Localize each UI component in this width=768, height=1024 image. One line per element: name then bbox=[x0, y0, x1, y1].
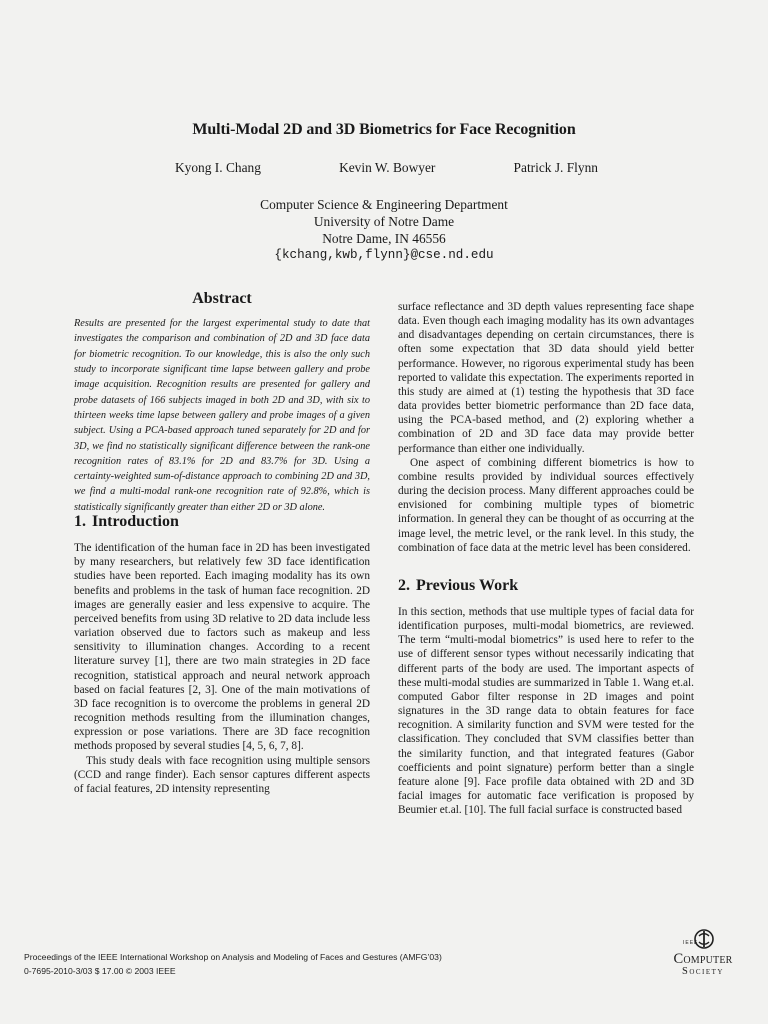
author-list bbox=[175, 160, 598, 176]
email: {kchang,kwb,flynn}@cse.nd.edu bbox=[274, 248, 494, 262]
proceedings-line: Proceedings of the IEEE International Workshop on Analysis and Modeling of Faces and Gestures (AMFG’03) bbox=[24, 952, 442, 962]
section-number: 1. bbox=[74, 513, 86, 531]
copyright-line: 0-7695-2010-3/03 $ 17.00 © 2003 IEEE bbox=[24, 966, 176, 976]
section-title: Introduction bbox=[92, 513, 179, 531]
logo-society-text: Society bbox=[681, 966, 724, 977]
logo-computer-text: Computer bbox=[673, 951, 733, 967]
section-heading-introduction bbox=[74, 515, 370, 529]
intro-paragraph-1: The identification of the human face in 2D has been investigated by many researchers, but relatively few 3D face identification studies have been reported. Each imaging modality has its own benefits and problems in the task of human face recognition. 2D images are generally easier and less expensive to acquire. The perceived benefits from using 3D relative to 2D data include less variation observed due to factors such as makeup and less sensitivity to illumination changes. According to a recent literature survey [1], there are two main strategies in 2D face recognition, statistical approach and neural network approach based on facial features [2, 3]. One of the main motivations of 3D face recognition is to overcome the problems in general 2D recognition methods resulting from the illumination changes, expression or pose variations. There are 3D face recognition methods proposed by several studies [4, 5, 6, 7, 8]. bbox=[74, 542, 370, 753]
abstract-text: Results are presented for the largest experimental study to date that investigates the comparison and combination of 2D and 3D face data for biometric recognition. To our knowledge, this is also the only such study to incorporate significant time lapse between gallery and probe image acquisition. Recognition results are presented for gallery and probe datasets of 166 subjects imaged in both 2D and 3D, with six to thirteen weeks time lapse between gallery and probe images of a given subject. Using a PCA-based approach tuned separately for 2D and for 3D, we find no statistically significant difference between the rank-one recognition rates of 83.1% for 2D and 83.7% for 3D. Using a certainty-weighted sum-of-distance approach to combining 2D and 3D, we find a multi-modal rank-one recognition rate of 92.8%, which is statistically significantly greater than either 2D or 3D alone. bbox=[74, 318, 370, 513]
city: Notre Dame, IN 46556 bbox=[322, 231, 446, 246]
department: Computer Science & Engineering Department bbox=[260, 197, 508, 212]
proceedings-footer bbox=[24, 950, 442, 978]
author-name: Kyong I. Chang bbox=[175, 160, 261, 175]
affiliation bbox=[0, 196, 768, 264]
left-column bbox=[74, 292, 370, 796]
abstract-heading: Abstract bbox=[192, 290, 252, 307]
intro-paragraph-3: surface reflectance and 3D depth values representing face shape data. Even though each imaging modality has its own advantages and disadvantages depending on certain circumstances, there is often some expectation that 3D data should yield better performance. However, no rigorous experimental study has been reported to validate this expectation. The experiments reported in this study are aimed at (1) testing the hypothesis that 3D face data provides better biometric performance than 2D face data, using the PCA-based method, and (2) exploring whether a combination of 2D and 3D face data may provide better performance than either one individually. bbox=[398, 301, 694, 455]
ieee-label: IEEE bbox=[683, 940, 699, 946]
previous-work-paragraph-1: In this section, methods that use multiple types of facial data for identification purposes, multi-modal biometrics, are reviewed. The term “multi-modal biometrics” is used here to refer to the use of different sensor types without necessarily indicating that different parts of the body are used. The important aspects of these multi-modal studies are summarized in Table 1. Wang et.al. computed Gabor filter response in 2D images and point signatures in the 3D range data to obtain features for face recognition. A similarity function and SVM were tested for the classification. They concluded that SVM classifies better than the similarity function, and that integrated features (Gabor coefficients and point signature) perform better than a single feature alone [9]. Face profile data obtained with 2D and 3D facial images for automatic face verification is proposed by Beumier et.al. [10]. The full facial surface is constructed based bbox=[398, 605, 694, 817]
section-heading-previous-work bbox=[398, 576, 694, 594]
section-title: Previous Work bbox=[416, 576, 519, 594]
author-name: Kevin W. Bowyer bbox=[339, 160, 436, 175]
author-name: Patrick J. Flynn bbox=[513, 160, 598, 175]
intro-paragraph-2: This study deals with face recognition using multiple sensors (CCD and range finder). Each sensor captures different aspects of facial features, 2D intensity representing bbox=[74, 754, 370, 795]
paper-title: Multi-Modal 2D and 3D Biometrics for Face Recognition bbox=[192, 121, 576, 138]
right-column bbox=[398, 300, 694, 817]
section-number: 2. bbox=[398, 576, 410, 594]
computer-society-logo bbox=[660, 926, 746, 986]
university: University of Notre Dame bbox=[313, 214, 455, 229]
intro-paragraph-4: One aspect of combining different biometrics is how to combine results provided by individual sources effectively during the decision process. Many different approaches could be envisioned for combining multiple types of biometric information. In general they can be thought of as occurring at the image level, the metric level, or the rank level. In this study, the combination of face data at the metric level has been considered. bbox=[398, 456, 694, 554]
ieee-emblem-icon bbox=[694, 928, 714, 950]
